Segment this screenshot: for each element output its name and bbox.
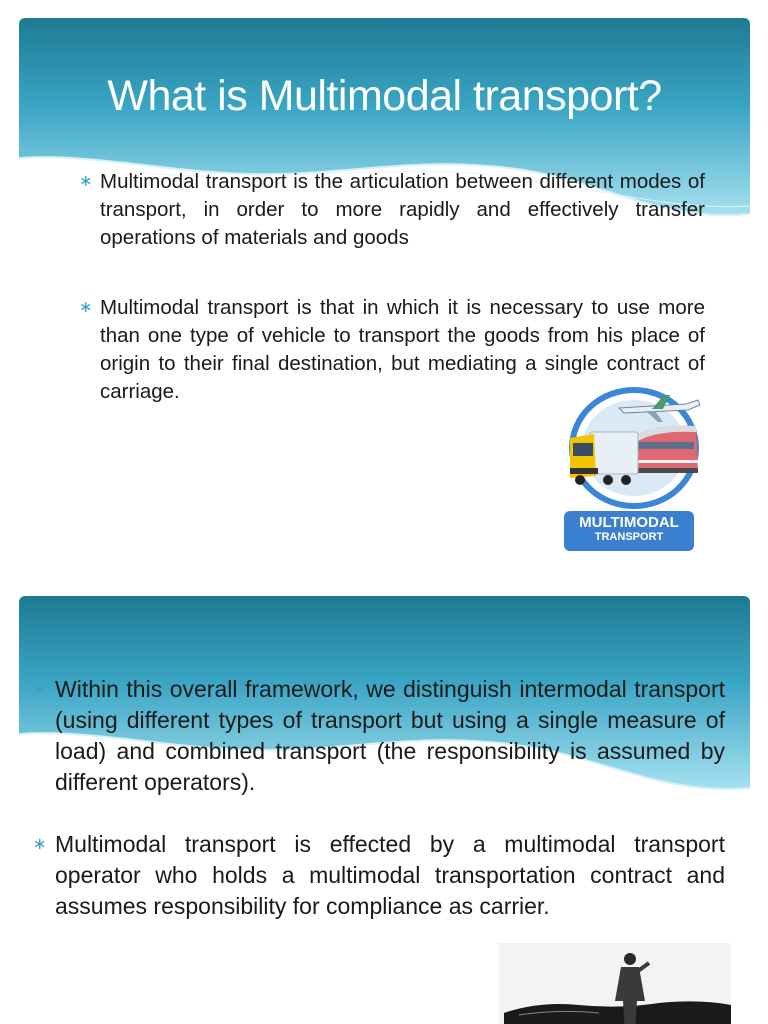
bullet-text: Multimodal transport is the articulation between different modes of transport, in order to more rapidly and effectively transfer operations of materials and goods — [100, 170, 705, 249]
bullet-text: Multimodal transport is that in which it is necessary to use more than one type of vehicle to transport the goods from his place of origin to their final destination, but mediating a single contract of carriage. — [100, 296, 705, 403]
slide-1-bullet-list — [79, 168, 705, 406]
slide-1 — [19, 18, 750, 578]
bullet-marker-icon: ∗ — [79, 173, 93, 190]
bullet-marker-icon: ∗ — [33, 681, 47, 698]
list-item — [79, 168, 705, 252]
logo-badge — [564, 511, 694, 551]
truck-icon — [570, 432, 638, 485]
bullet-text: Multimodal transport is effected by a multimodal transport operator who holds a multimodal transportation contract and assumes responsibility for compliance as carrier. — [55, 831, 725, 919]
train-icon — [634, 426, 698, 473]
slide-title: What is Multimodal transport? — [107, 72, 662, 120]
multimodal-transport-logo — [564, 386, 704, 552]
list-item — [33, 674, 725, 798]
slide-2-bullet-list — [33, 674, 725, 922]
bullet-marker-icon: ∗ — [33, 836, 47, 853]
logo-text-transport: TRANSPORT — [594, 531, 664, 543]
slide-2 — [19, 596, 750, 1024]
list-item — [33, 829, 725, 922]
bullet-marker-icon: ∗ — [79, 299, 93, 316]
bullet-text: Within this overall framework, we distinguish intermodal transport (using different types of transport but using a single measure of load) and combined transport (the responsibility is assumed by different operators). — [55, 676, 725, 795]
logo-graphic — [564, 386, 704, 511]
logo-text-multimodal: MULTIMODAL — [579, 514, 679, 531]
businessman-photo — [499, 943, 731, 1024]
